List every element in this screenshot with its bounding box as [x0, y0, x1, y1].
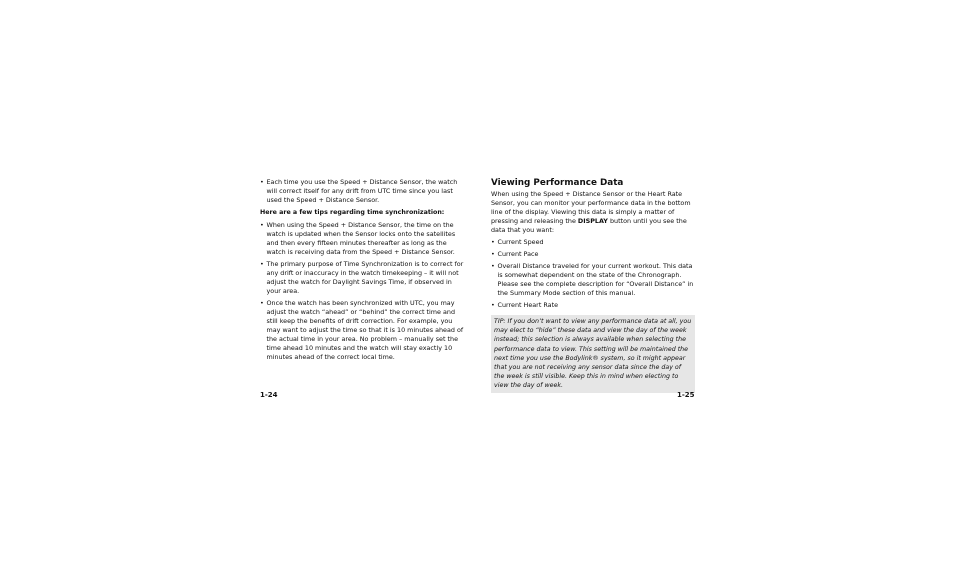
list-item: • Once the watch has been synchronized with UTC, you may adjust the watch “ahead” or “behind” the correct time and still keep the benefits of drift correction. For example, you may want to adjust the time so that it is 10 minutes ahead of the actual time in your area. No problem – manually set the time ahead 10 minutes and the watch will stay exactly 10 minutes ahead of the correct local time.: [260, 299, 464, 362]
right-page-column: [491, 178, 695, 393]
tip-box: TIP: If you don’t want to view any performance data at all, you may elect to “hide” these data and view the day of the week instead; this selection is always available when selecting the performance data to view. This setting will be maintained the next time you use the Bodylink® system, so it might appear that you are not receiving any sensor data since the day of the week is still visible. Keep this in mind when electing to view the day of week.: [491, 315, 695, 393]
page-number-right: 1-25: [677, 391, 695, 399]
list-item: • Current Pace: [491, 250, 695, 259]
performance-data-list: [491, 238, 695, 310]
list-item: • Each time you use the Speed + Distance Sensor, the watch will correct itself for any drift from UTC time since you last used the Speed + Distance Sensor.: [260, 178, 464, 205]
display-button-label: DISPLAY: [577, 217, 608, 225]
drift-correction-list: [260, 178, 464, 205]
page-number-left: 1-24: [260, 391, 278, 399]
left-page-column: [260, 178, 464, 365]
list-item: • Overall Distance traveled for your current workout. This data is somewhat dependent on the state of the Chronograph. Please see the complete description for “Overall Distance” in the Summary Mode section of this manual.: [491, 262, 695, 298]
intro-text-start: When using the Speed + Distance Sensor or the Heart Rate Sensor, you can monitor your performance data in the bottom line of the display. Viewing this data is simply a matter of pressing and releasing the: [491, 190, 691, 225]
list-item: • When using the Speed + Distance Sensor, the time on the watch is updated when the Sensor locks onto the satellites and then every fifteen minutes thereafter as long as the watch is receiving data from the Speed + Distance Sensor.: [260, 221, 464, 257]
intro-paragraph: [491, 190, 695, 235]
list-item: • Current Heart Rate: [491, 301, 695, 310]
section-title: Viewing Performance Data: [491, 178, 624, 188]
list-item: • Current Speed: [491, 238, 695, 247]
tips-heading: Here are a few tips regarding time synchronization:: [260, 209, 445, 216]
list-item: • The primary purpose of Time Synchronization is to correct for any drift or inaccuracy in the watch timekeeping – it will not adjust the watch for Daylight Savings Time, if observed in your area.: [260, 260, 464, 296]
intro-text-end: button until you see the data that you want:: [491, 217, 687, 234]
time-sync-tips-list: [260, 221, 464, 362]
